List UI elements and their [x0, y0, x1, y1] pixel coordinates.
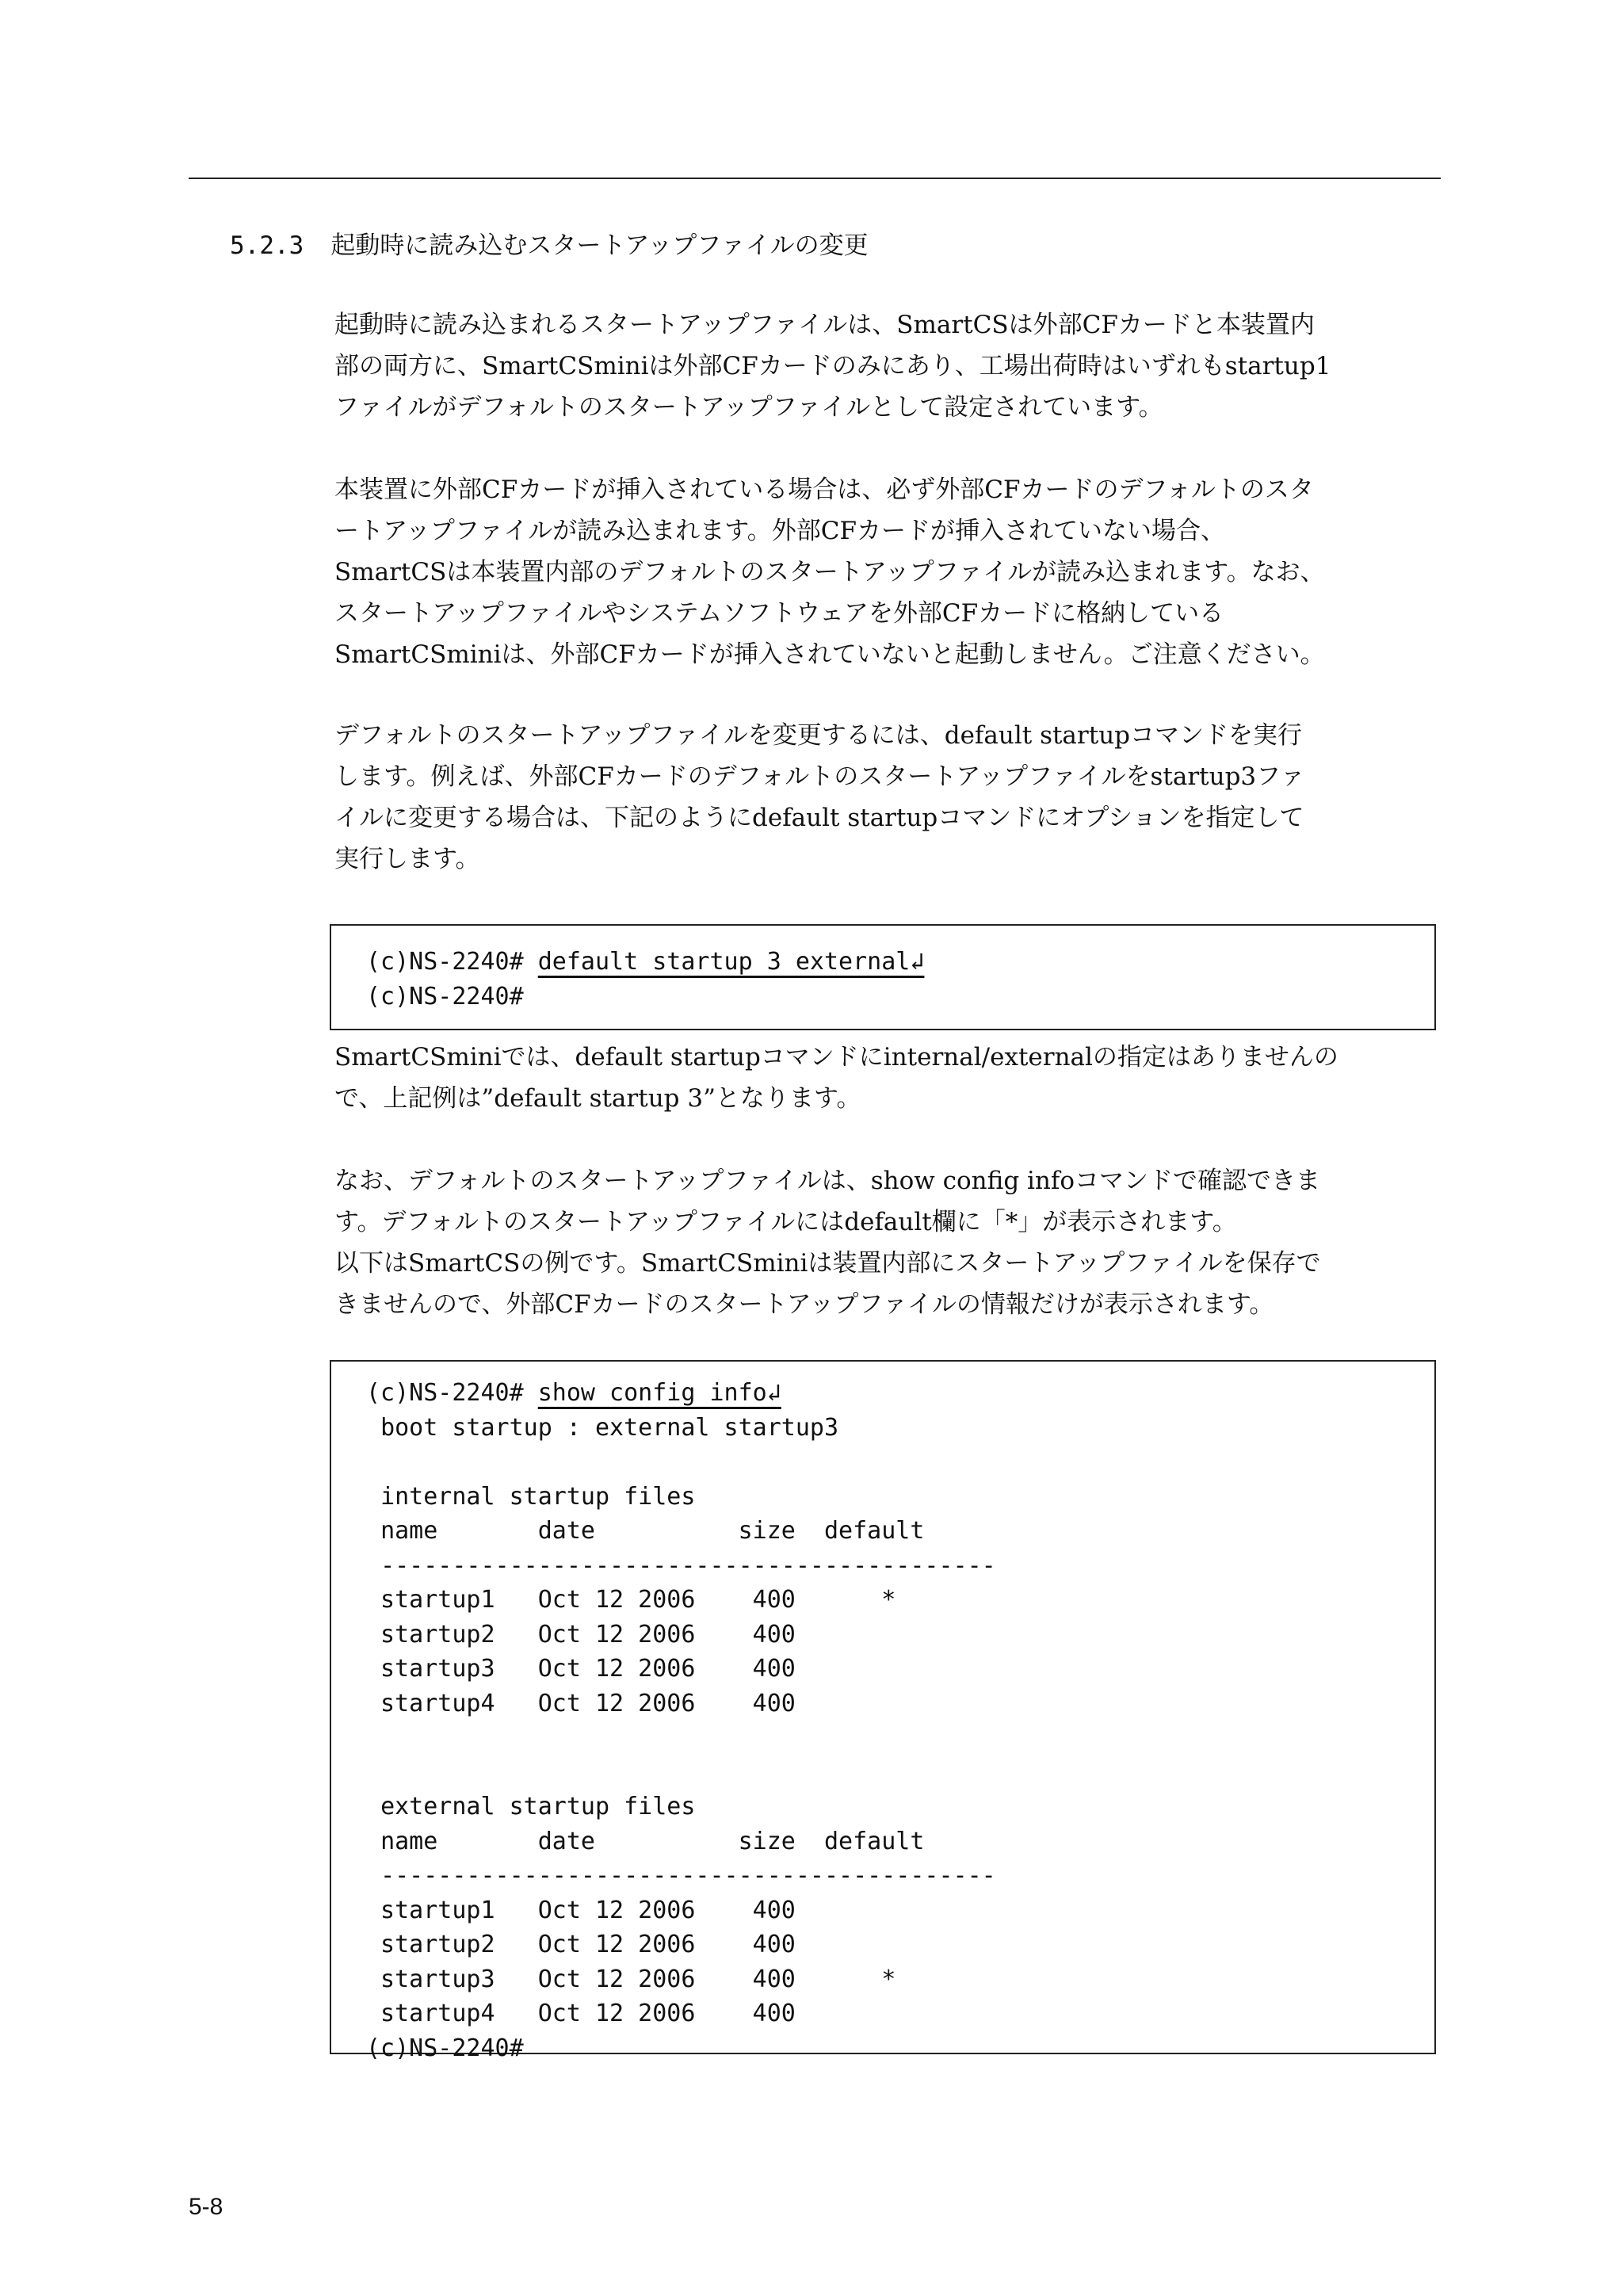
text-line: ートアップファイルが読み込まれます。外部CFカードが挿入されていない場合、: [334, 517, 1226, 545]
table-row: startup4 Oct 12 2006 400: [380, 2000, 796, 2027]
text-line: す。デフォルトのスタートアップファイルにはdefault欄に「*」が表示されます。: [334, 1208, 1237, 1236]
table-header: name date size default: [380, 1827, 925, 1855]
table-row: startup3 Oct 12 2006 400: [380, 1655, 796, 1683]
prompt: (c)NS-2240#: [366, 2034, 524, 2062]
paragraph-1: [334, 304, 1440, 428]
table-row: startup4 Oct 12 2006 400: [380, 1689, 796, 1717]
text-line: イルに変更する場合は、下記のようにdefault startupコマンドにオプションを指定して: [334, 804, 1304, 832]
text-line: SmartCSminiでは、default startupコマンドにinternal/externalの指定はありませんの: [334, 1043, 1338, 1072]
text-line: なお、デフォルトのスタートアップファイルは、show config infoコマンドで確認できま: [334, 1167, 1321, 1195]
prompt: (c)NS-2240#: [366, 1379, 538, 1407]
page-number: 5-8: [189, 2194, 223, 2220]
code-block-show-config-info: [330, 1360, 1436, 2062]
code-listing: [366, 945, 1434, 1014]
text-line: 実行します。: [334, 845, 480, 873]
code-listing: [366, 1376, 1434, 2065]
paragraph-2: [334, 469, 1440, 675]
text-line: 本装置に外部CFカードが挿入されている場合は、必ず外部CFカードのデフォルトのスタ: [334, 476, 1314, 504]
internal-title: internal startup files: [380, 1482, 696, 1511]
paragraph-5: [334, 1160, 1440, 1325]
paragraph-3: [334, 715, 1440, 880]
text-line: SmartCSは本装置内部のデフォルトのスタートアップファイルが読み込まれます。なお、: [334, 558, 1325, 586]
header-rule: [189, 178, 1441, 179]
internal-rows: [366, 1586, 896, 1717]
text-line: で、上記例は”default startup 3”となります。: [334, 1084, 861, 1113]
table-row: startup1 Oct 12 2006 400: [380, 1896, 796, 1924]
boot-line: boot startup : external startup3: [380, 1413, 839, 1442]
text-line: します。例えば、外部CFカードのデフォルトのスタートアップファイルをstartup3ファ: [334, 762, 1305, 791]
section-number: 5.2.3: [230, 231, 304, 260]
text-line: 以下はSmartCSの例です。SmartCSminiは装置内部にスタートアップファイルを保存で: [334, 1249, 1321, 1278]
text-line: デフォルトのスタートアップファイルを変更するには、default startupコマンドを実行: [334, 721, 1302, 750]
paragraph-4: [334, 1037, 1440, 1119]
text-line: ファイルがデフォルトのスタートアップファイルとして設定されています。: [334, 393, 1163, 422]
separator: -------------------------------------------: [380, 1551, 996, 1580]
table-row: startup2 Oct 12 2006 400: [380, 1620, 796, 1648]
command-text: default startup 3 external↲: [537, 948, 925, 976]
external-title: external startup files: [380, 1793, 696, 1820]
text-line: 部の両方に、SmartCSminiは外部CFカードのみにあり、工場出荷時はいずれもstartup1: [334, 352, 1331, 380]
code-block-default-startup: [330, 924, 1436, 1030]
external-rows: [366, 1897, 896, 2028]
separator: -------------------------------------------: [380, 1862, 996, 1889]
prompt: (c)NS-2240#: [366, 948, 538, 976]
command-text: show config info↲: [537, 1379, 781, 1407]
text-line: 起動時に読み込まれるスタートアップファイルは、SmartCSは外部CFカードと本装置内: [334, 311, 1315, 339]
table-row: startup2 Oct 12 2006 400: [380, 1931, 796, 1958]
table-header: name date size default: [380, 1517, 925, 1545]
table-row: startup1 Oct 12 2006 400 *: [380, 1586, 896, 1614]
table-row: startup3 Oct 12 2006 400 *: [380, 1965, 896, 1993]
text-line: きませんので、外部CFカードのスタートアップファイルの情報だけが表示されます。: [334, 1290, 1274, 1319]
section-heading: [230, 225, 869, 261]
prompt: (c)NS-2240#: [366, 982, 524, 1010]
section-title: 起動時に読み込むスタートアップファイルの変更: [330, 231, 869, 260]
text-line: SmartCSminiは、外部CFカードが挿入されていないと起動しません。ご注意ください。: [334, 640, 1325, 669]
text-line: スタートアップファイルやシステムソフトウェアを外部CFカードに格納している: [334, 599, 1224, 628]
